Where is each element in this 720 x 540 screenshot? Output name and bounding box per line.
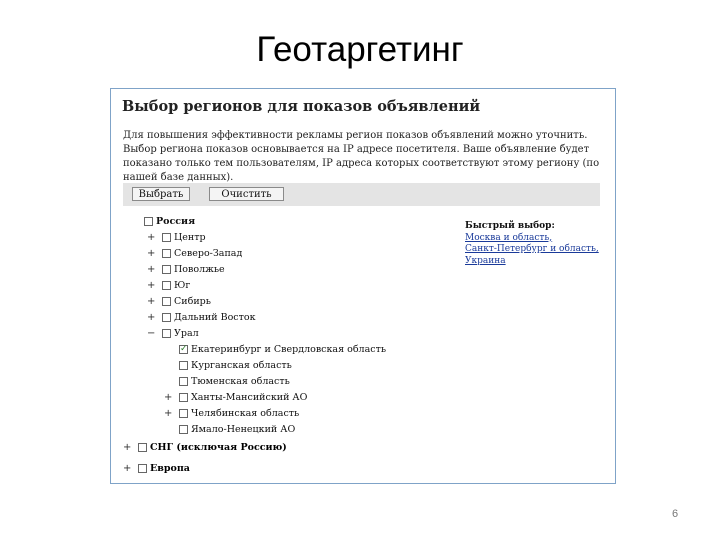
checkbox[interactable] [162, 297, 171, 306]
checkbox-checked[interactable] [179, 345, 188, 354]
tree-item-label: Северо-Запад [174, 248, 243, 259]
page-number: 6 [671, 508, 679, 520]
tree-item-label: Курганская область [191, 360, 292, 371]
tree-item-label: Сибирь [174, 296, 211, 307]
checkbox[interactable] [162, 233, 171, 242]
checkbox[interactable] [144, 217, 153, 226]
tree-item-label: Юг [174, 280, 191, 291]
slide-title: Геотаргетинг [256, 30, 464, 69]
checkbox[interactable] [162, 313, 171, 322]
expand-icon[interactable]: + [147, 232, 156, 243]
tree-item-label: Дальний Восток [174, 312, 256, 323]
tree-item-label: Челябинская область [191, 408, 300, 419]
toolbar [123, 183, 600, 206]
quick-link-moscow[interactable]: Москва и область, [465, 232, 553, 243]
region-selection-screenshot [110, 88, 616, 484]
checkbox[interactable] [179, 393, 188, 402]
checkbox[interactable] [179, 425, 188, 434]
region-tree [123, 215, 453, 435]
tree-item-label: Центр [174, 232, 206, 243]
checkbox[interactable] [162, 329, 171, 338]
tree-item-label: Поволжье [174, 264, 225, 275]
expand-icon[interactable]: + [147, 280, 156, 291]
tree-item-label: Урал [174, 328, 199, 339]
quick-select [465, 221, 599, 267]
expand-icon[interactable]: + [147, 296, 156, 307]
panel-description: Для повышения эффективности рекламы регион показов объявлений можно уточнить. Выбор региона показов основывается на IP адресе посетителя. Ваше объявление будет показано только тем пользователям, IP адреса которых соответствуют этому региону (по нашей базе данных). [123, 130, 600, 183]
clear-button[interactable]: Очистить [209, 187, 284, 201]
tree-item-label: СНГ (исключая Россию) [150, 442, 287, 453]
expand-icon[interactable]: + [164, 408, 173, 419]
expand-icon[interactable]: + [147, 264, 156, 275]
quick-link-spb[interactable]: Санкт-Петербург и область, [465, 244, 599, 254]
tree-item-label: Ханты-Мансийский АО [191, 392, 308, 403]
tree-item-label: Ямало-Ненецкий АО [191, 424, 296, 435]
tree-item-label: Тюменская область [191, 376, 290, 387]
checkbox[interactable] [162, 265, 171, 274]
expand-icon[interactable]: + [164, 392, 173, 403]
checkbox[interactable] [138, 443, 147, 452]
tree-item-label: Россия [156, 216, 196, 227]
checkbox[interactable] [179, 377, 188, 386]
quick-select-title: Быстрый выбор: [465, 221, 555, 231]
select-button[interactable]: Выбрать [132, 187, 190, 201]
panel-title: Выбор регионов для показов объявлений [122, 98, 481, 115]
tree-item-label: Екатеринбург и Свердловская область [191, 344, 386, 355]
checkbox[interactable] [162, 281, 171, 290]
collapse-icon[interactable]: − [147, 328, 156, 339]
quick-link-ukraine[interactable]: Украина [465, 255, 506, 266]
expand-icon[interactable]: + [147, 312, 156, 323]
checkbox[interactable] [179, 361, 188, 370]
checkbox[interactable] [138, 464, 147, 473]
expand-icon[interactable]: + [123, 442, 132, 453]
expand-icon[interactable]: + [123, 463, 132, 474]
checkbox[interactable] [162, 249, 171, 258]
tree-item-label: Европа [150, 463, 190, 474]
checkbox[interactable] [179, 409, 188, 418]
expand-icon[interactable]: + [147, 248, 156, 259]
